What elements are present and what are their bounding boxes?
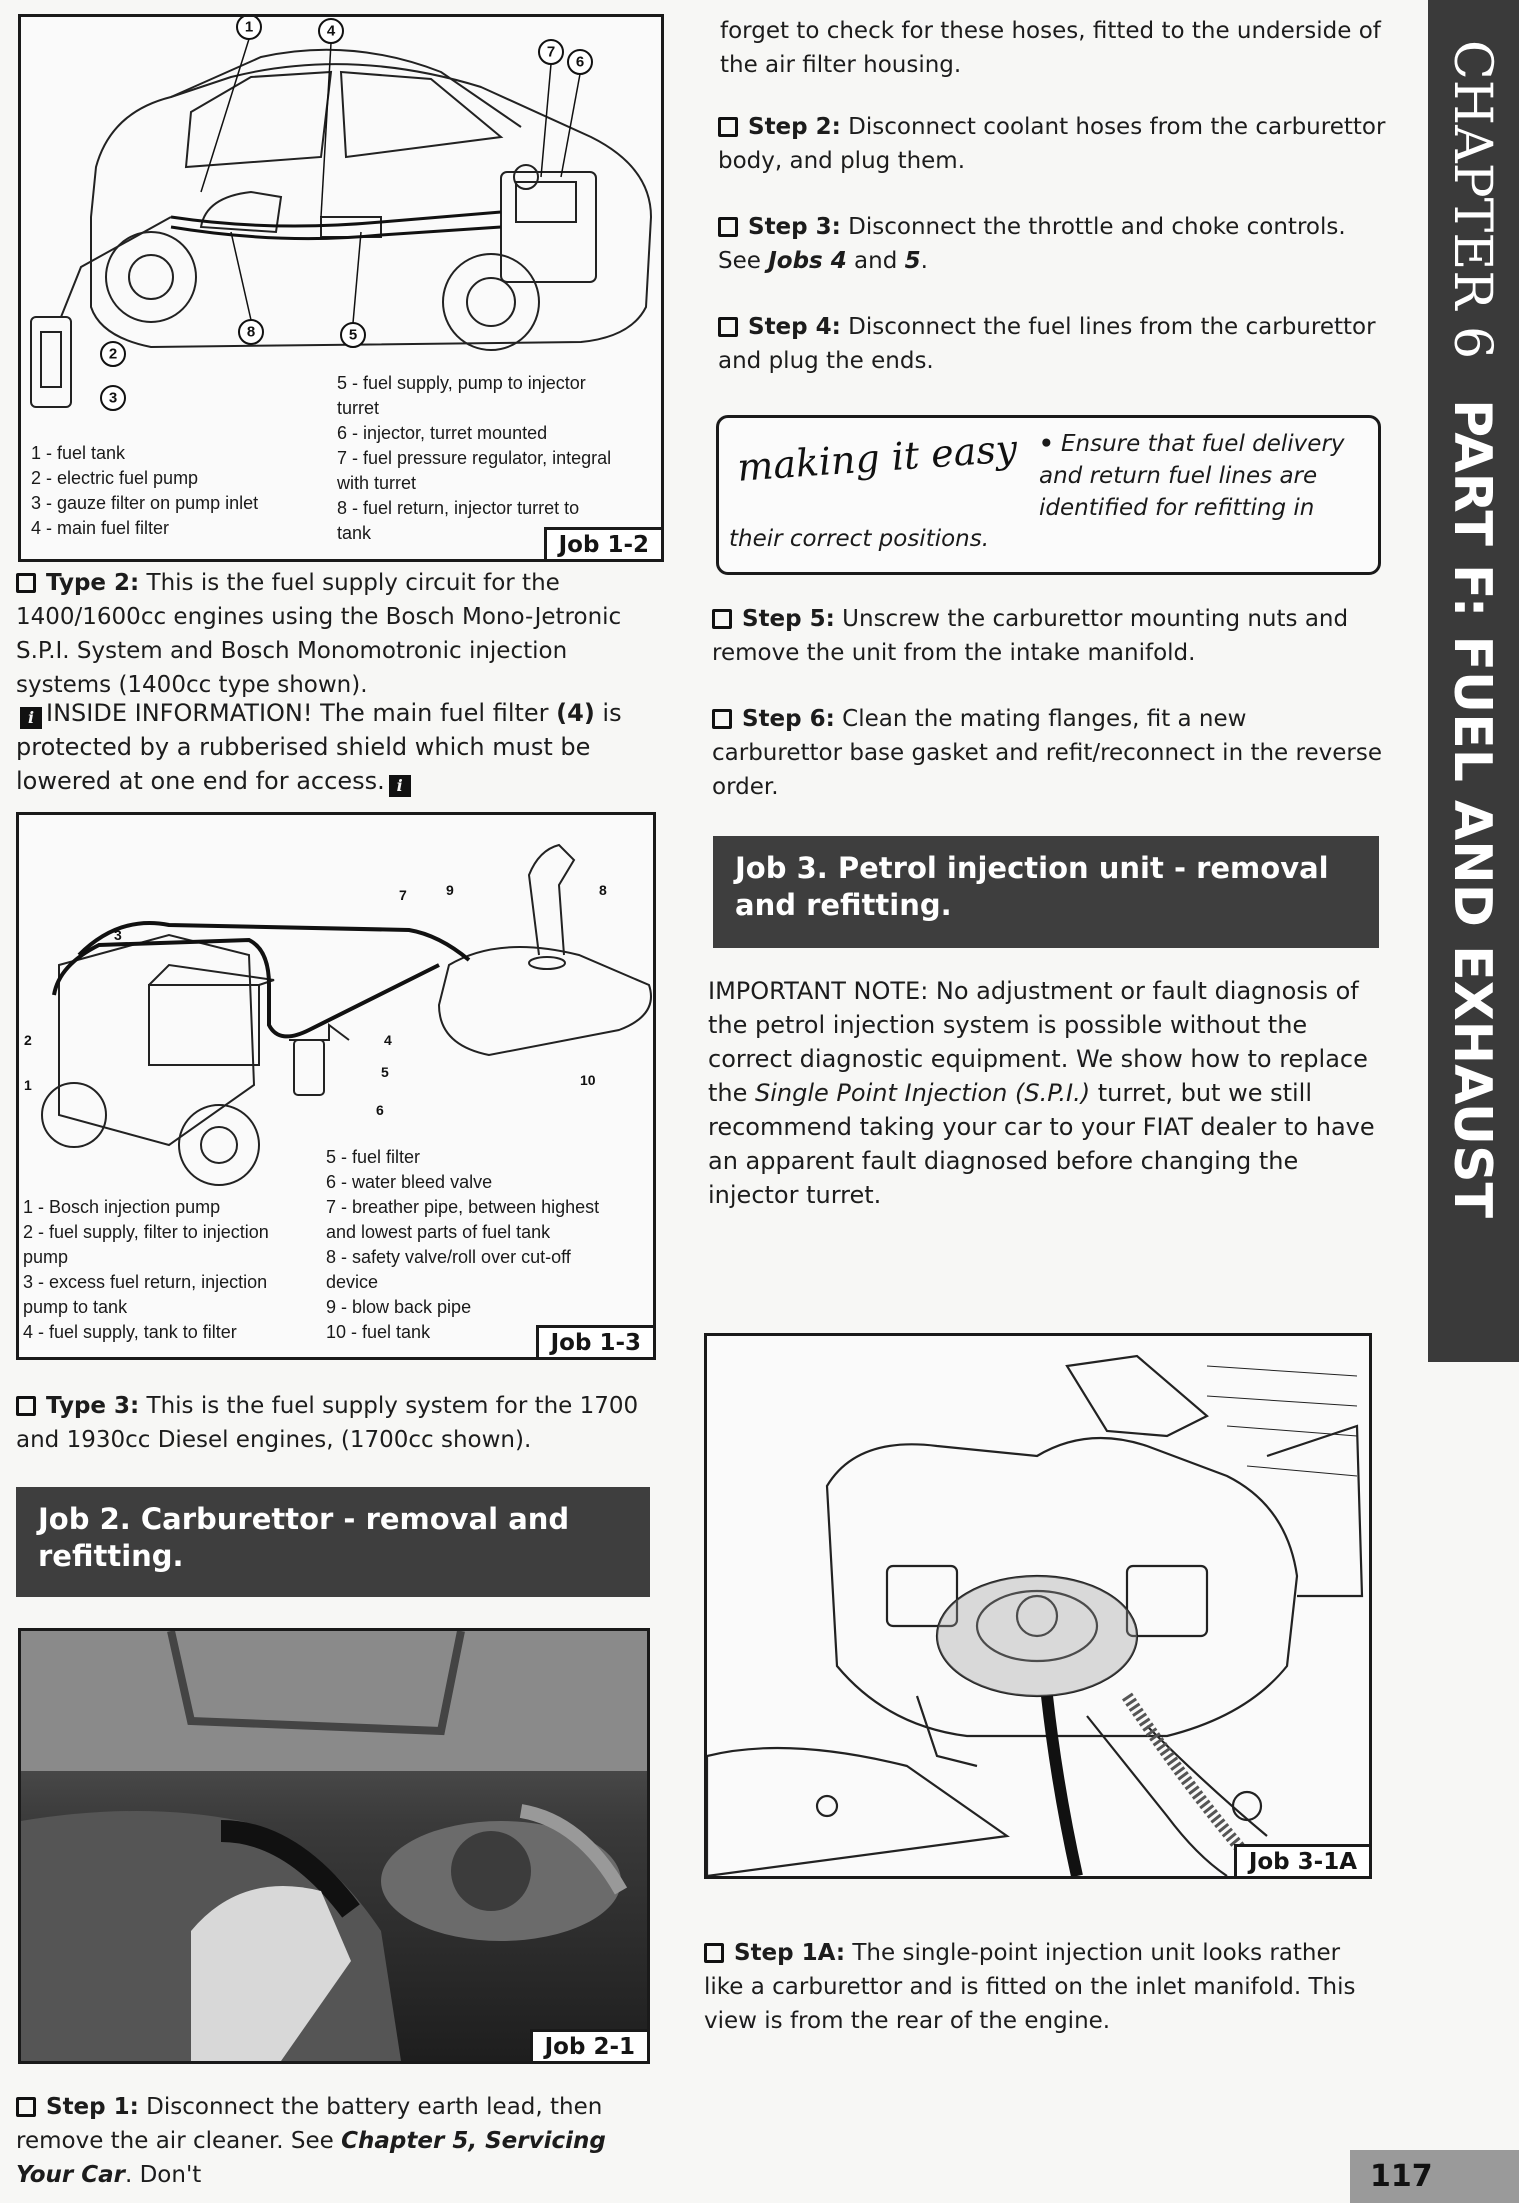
job3-header: Job 3. Petrol injection unit - removal and refitting. [713, 836, 1379, 948]
inside-information-paragraph: i INSIDE INFORMATION! The main fuel filter (4) is protected by a rubberised shield which must be lowered at one end for access. i [16, 699, 622, 795]
callout-5: 5 [381, 1064, 389, 1080]
engine-bay-photo [21, 1631, 647, 2061]
legend-right: 5 - fuel filter 6 - water bleed valve 7 - breather pipe, between highest and lowest parts of fuel tank 8 - safety valve/roll over cut-off device 9 - blow back pipe 10 - fuel tank [326, 1147, 600, 1342]
type2-paragraph: Type 2: This is the fuel supply circuit for the 1400/1600cc engines using the Bosch Mono-Jetronic S.P.I. System and Bosch Monomotronic injection systems (1400cc type shown). [16, 570, 622, 698]
checkbox-icon [718, 217, 738, 237]
legend-right: 5 - fuel supply, pump to injector turret 6 - injector, turret mounted 7 - fuel pressure regulator, integral with turret 8 - fuel return, injector turret to tank [337, 373, 612, 543]
callout-7: 7 [399, 887, 407, 903]
callout-4: 4 [326, 22, 336, 40]
callout-4: 4 [384, 1032, 392, 1048]
checkbox-icon [718, 117, 738, 137]
job-label: Job 2-1 [530, 2029, 647, 2061]
tip-text-end: their correct positions. [729, 526, 990, 552]
step1-paragraph: Step 1: Disconnect the battery earth lead, then remove the air cleaner. See Chapter 5, Servicing Your Car. Don't [16, 2094, 606, 2188]
step4-paragraph: Step 4: Disconnect the fuel lines from the carburettor and plug the ends. [718, 314, 1376, 374]
figure-job-1-3 [16, 812, 656, 1360]
checkbox-icon [704, 1943, 724, 1963]
step5-paragraph: Step 5: Unscrew the carburettor mounting nuts and remove the unit from the intake manifold. [712, 606, 1349, 666]
callout-10: 10 [580, 1072, 596, 1088]
figure-job-1-2 [18, 14, 664, 562]
making-it-easy-logo: making it easy [735, 426, 1019, 490]
callout-2: 2 [108, 345, 118, 363]
callout-6: 6 [376, 1102, 384, 1118]
callout-5: 5 [348, 326, 358, 344]
callout-9: 9 [446, 882, 454, 898]
continued-paragraph: forget to check for these hoses, fitted to the underside of the air filter housing. [720, 18, 1381, 78]
legend-left: 1 - Bosch injection pump 2 - fuel supply, filter to injection pump 3 - excess fuel return, injection pump to tank 4 - fuel supply, tank to filter [23, 1197, 269, 1342]
checkbox-icon [16, 2097, 36, 2117]
checkbox-icon [712, 609, 732, 629]
callout-2: 2 [24, 1032, 32, 1048]
sidebar-title [1442, 40, 1502, 1360]
step6-paragraph: Step 6: Clean the mating flanges, fit a new carburettor base gasket and refit/reconnect in the reverse order. [712, 706, 1382, 800]
callout-3: 3 [114, 927, 122, 943]
step2-paragraph: Step 2: Disconnect coolant hoses from the carburettor body, and plug them. [718, 114, 1386, 174]
type3-paragraph: Type 3: This is the fuel supply system for the 1700 and 1930cc Diesel engines, (1700cc shown). [16, 1393, 639, 1453]
callout-8: 8 [599, 882, 607, 898]
tip-text: • Ensure that fuel delivery and return fuel lines are identified for refitting in [1039, 431, 1345, 521]
checkbox-icon [16, 573, 36, 593]
figure-job-2-1 [18, 1628, 650, 2064]
step1a-paragraph: Step 1A: The single-point injection unit looks rather like a carburettor and is fitted on the inlet manifold. This view is from the rear of the engine. [704, 1940, 1356, 2034]
checkbox-icon [16, 1396, 36, 1416]
important-note-paragraph: IMPORTANT NOTE: No adjustment or fault diagnosis of the petrol injection system is possible without the correct diagnostic equipment. We show how to replace the Single Point Injection (S.P.I.) turret, but we still recommend taking your car to your FIAT dealer to have an apparent fault diagnosed before changing the injector turret. [708, 977, 1375, 1209]
job-label: Job 1-2 [544, 527, 661, 559]
legend-left: 1 - fuel tank 2 - electric fuel pump 3 - gauze filter on pump inlet 4 - main fuel filter [31, 443, 259, 538]
checkbox-icon [718, 317, 738, 337]
job-label: Job 1-3 [536, 1325, 653, 1357]
job2-header: Job 2. Carburettor - removal and refitting. [16, 1487, 650, 1597]
info-end-icon: i [389, 775, 411, 797]
callout-8: 8 [246, 323, 256, 341]
page-number: 117 [1350, 2150, 1519, 2203]
chapter-label: CHAPTER 6 [1442, 40, 1502, 360]
making-it-easy-tip [716, 415, 1381, 575]
callout-7: 7 [546, 43, 556, 61]
injection-unit-illustration [707, 1336, 1369, 1876]
step3-paragraph: Step 3: Disconnect the throttle and choke controls. See Jobs 4 and 5. [718, 214, 1346, 274]
figure-job-3-1a [704, 1333, 1372, 1879]
callout-1: 1 [244, 18, 254, 36]
checkbox-icon [712, 709, 732, 729]
info-icon: i [20, 707, 42, 729]
callout-3: 3 [108, 389, 118, 407]
job-label: Job 3-1A [1234, 1844, 1369, 1876]
part-label: PART F: FUEL AND EXHAUST [1442, 399, 1502, 1218]
callout-1: 1 [24, 1077, 32, 1093]
callout-6: 6 [575, 53, 585, 71]
